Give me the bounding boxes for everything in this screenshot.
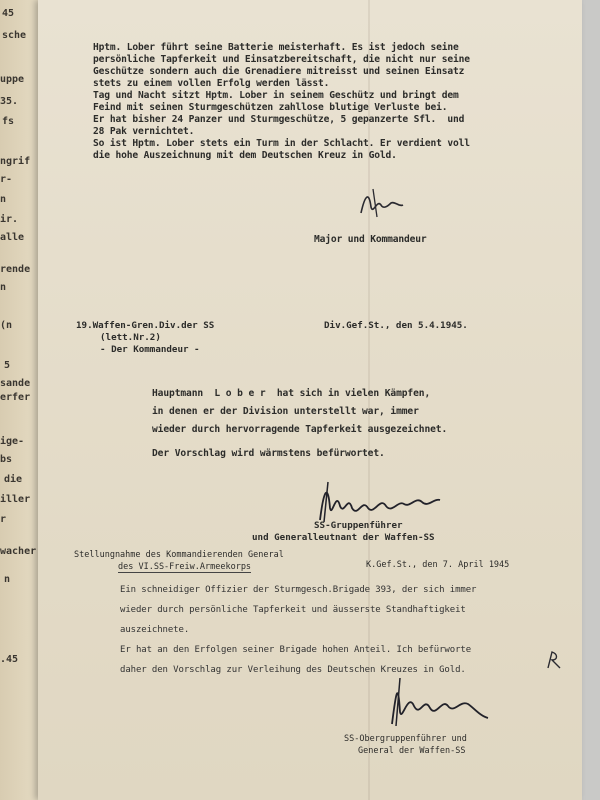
section2-unit-line1: 19.Waffen-Gren.Div.der SS <box>76 320 215 331</box>
section2-line: wieder durch hervorragende Tapferkeit ausgezeichnet. <box>152 424 448 435</box>
binder-fragment: erfer <box>0 392 31 403</box>
binder-fragment: n <box>0 282 7 293</box>
binder-fragment: 35. <box>0 96 19 107</box>
binder-fragment: uppe <box>0 74 25 85</box>
binder-fragment: sande <box>0 378 31 389</box>
binder-fragment: wacher <box>0 546 37 557</box>
section3-line: daher den Vorschlag zur Verleihung des Deutschen Kreuzes in Gold. <box>120 665 466 675</box>
binder-fragment: 5 <box>4 360 11 371</box>
section1-line: Feind mit seinen Sturmgeschützen zahllose blutige Verluste bei. <box>93 102 448 113</box>
section1-signature-title: Major und Kommandeur <box>314 234 427 245</box>
section3-heading2: des VI.SS-Freiw.Armeekorps <box>118 562 252 572</box>
initial-mark <box>544 648 568 672</box>
section1-line: Er hat bisher 24 Panzer und Sturmgeschütze, 5 gepanzerte Sfl. und <box>93 114 465 125</box>
binder-fragment: (n <box>0 320 13 331</box>
section3-line: Er hat an den Erfolgen seiner Brigade hohen Anteil. Ich befürworte <box>120 645 472 655</box>
binder-fragment: ir. <box>0 214 19 225</box>
section3-place-date: K.Gef.St., den 7. April 1945 <box>366 560 510 570</box>
section2-unit-line2: (lett.Nr.2) <box>100 332 161 343</box>
binder-fragment: n <box>4 574 11 585</box>
section3-signature-title1: SS-Obergruppenführer und <box>344 734 467 744</box>
section2-signature-title1: SS-Gruppenführer <box>314 520 403 531</box>
section1-line: Geschütze sondern auch die Grenadiere mitreisst und seinen Einsatz <box>93 66 465 77</box>
binder-fragment: iller <box>0 494 31 505</box>
binder-fragment: alle <box>0 232 25 243</box>
document-page <box>38 0 582 800</box>
section2-line: in denen er der Division unterstellt war, immer <box>152 406 419 417</box>
binder-fragment: r <box>0 514 7 525</box>
section2-line: Hauptmann L o b e r hat sich in vielen Kämpfen, <box>152 388 431 399</box>
section3-line: wieder durch persönliche Tapferkeit und äusserste Standhaftigkeit <box>120 605 466 615</box>
obergruppenfuehrer-signature <box>384 672 494 732</box>
section1-line: stets zu einem vollen Erfolg werden lässt. <box>93 78 330 89</box>
section1-line: Tag und Nacht sitzt Hptm. Lober in seinem Geschütz und bringt dem <box>93 90 459 101</box>
section2-unit-line3: - Der Kommandeur - <box>100 344 200 355</box>
section2-line: Der Vorschlag wird wärmstens befürwortet. <box>152 448 385 459</box>
binder-fragment: 45 <box>2 8 15 19</box>
major-signature <box>353 185 413 225</box>
binder-fragment: die <box>4 474 23 485</box>
section1-line: persönliche Tapferkeit und Einsatzbereitschaft, die nicht nur seine <box>93 54 470 65</box>
binder-fragment: ige- <box>0 436 25 447</box>
binder-fragment: r- <box>0 174 13 185</box>
binder-fragment: .45 <box>0 654 19 665</box>
section1-line: So ist Hptm. Lober stets ein Turm in der Schlacht. Er verdient voll <box>93 138 470 149</box>
section3-heading1: Stellungnahme des Kommandierenden General <box>74 550 284 560</box>
section3-line: Ein schneidiger Offizier der Sturmgesch.Brigade 393, der sich immer <box>120 585 477 595</box>
section1-line: Hptm. Lober führt seine Batterie meisterhaft. Es ist jedoch seine <box>93 42 459 53</box>
section2-signature-title2: und Generalleutnant der Waffen-SS <box>252 532 435 543</box>
section1-line: 28 Pak vernichtet. <box>93 126 195 137</box>
section3-signature-title2: General der Waffen-SS <box>358 746 466 756</box>
binder-fragment: n <box>0 194 7 205</box>
binder-fragment: rende <box>0 264 31 275</box>
section1-line: die hohe Auszeichnung mit dem Deutschen Kreuz in Gold. <box>93 150 397 161</box>
binder-fragment: bs <box>0 454 13 465</box>
binder-fragment: sche <box>2 30 27 41</box>
binder-fragment: ngrif <box>0 156 31 167</box>
binder-fragment: fs <box>2 116 15 127</box>
section3-line: auszeichnete. <box>120 625 190 635</box>
section2-place-date: Div.Gef.St., den 5.4.1945. <box>324 320 468 331</box>
